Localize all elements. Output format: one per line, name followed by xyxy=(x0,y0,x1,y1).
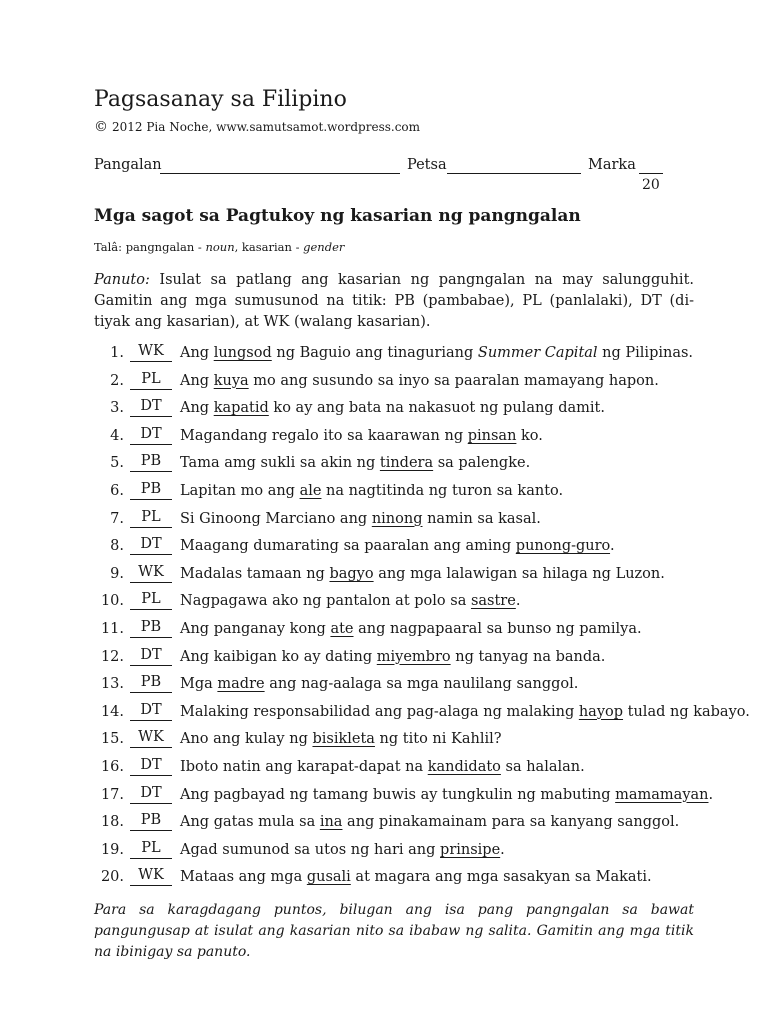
question-sentence: Mataas ang mga gusali at magara ang mga sasakyan sa Makati. xyxy=(180,869,652,886)
answer-blank[interactable]: PB xyxy=(130,618,172,638)
underlined-noun: ale xyxy=(299,482,322,499)
question-item xyxy=(94,535,694,563)
underlined-noun: kandidato xyxy=(427,758,501,775)
answer-blank[interactable]: WK xyxy=(130,342,172,362)
score-total: 20 xyxy=(642,177,660,193)
question-number: 16. xyxy=(100,758,124,775)
question-item xyxy=(94,452,694,480)
score-blank-line[interactable] xyxy=(639,173,663,174)
answer-blank[interactable]: DT xyxy=(130,756,172,776)
underlined-noun: hayop xyxy=(578,703,624,720)
note-gender: gender xyxy=(303,240,345,254)
underlined-noun: bagyo xyxy=(329,565,374,582)
instructions xyxy=(94,270,694,333)
question-number: 2. xyxy=(110,372,124,389)
question-number: 3. xyxy=(110,400,124,417)
answer-blank[interactable]: WK xyxy=(130,563,172,583)
underlined-noun: gusali xyxy=(306,869,351,886)
underlined-noun: kuya xyxy=(213,372,249,389)
question-sentence: Magandang regalo ito sa kaarawan ng pinsan ko. xyxy=(180,427,543,444)
note-prefix: Talâ: pangngalan - xyxy=(94,240,206,254)
question-item xyxy=(94,866,694,894)
question-sentence: Tama amg sukli sa akin ng tindera sa palengke. xyxy=(180,455,531,472)
question-item xyxy=(94,673,694,701)
underlined-noun: prinsipe xyxy=(440,841,501,858)
question-number: 18. xyxy=(100,814,124,831)
copyright-text: 2012 Pia Noche, www.samutsamot.wordpress.com xyxy=(112,120,421,134)
question-sentence: Agad sumunod sa utos ng hari ang prinsipe. xyxy=(180,841,505,858)
question-number: 13. xyxy=(100,676,124,693)
question-number: 15. xyxy=(100,731,124,748)
italic-phrase: Summer Capital xyxy=(477,345,598,361)
question-sentence: Madalas tamaan ng bagyo ang mga lalawigan sa hilaga ng Luzon. xyxy=(180,565,665,582)
answer-blank[interactable]: DT xyxy=(130,535,172,555)
question-sentence: Iboto natin ang karapat-dapat na kandidato sa halalan. xyxy=(180,758,585,775)
question-item xyxy=(94,480,694,508)
underlined-noun: tindera xyxy=(379,455,434,472)
answer-blank[interactable]: PL xyxy=(130,839,172,859)
answer-blank[interactable]: WK xyxy=(130,866,172,886)
question-item xyxy=(94,756,694,784)
question-sentence: Nagpagawa ako ng pantalon at polo sa sastre. xyxy=(180,593,521,610)
underlined-noun: ate xyxy=(330,620,354,637)
question-sentence: Ang pagbayad ng tamang buwis ay tungkulin ng mabuting mamamayan. xyxy=(180,786,714,803)
underlined-noun: punong-guro xyxy=(515,538,611,555)
question-number: 11. xyxy=(100,620,124,637)
question-sentence: Ang kuya mo ang susundo sa inyo sa paaralan mamayang hapon. xyxy=(180,372,659,389)
question-item xyxy=(94,342,694,370)
question-number: 14. xyxy=(100,703,124,720)
copyright-line xyxy=(94,119,694,135)
question-item xyxy=(94,646,694,674)
bonus-instructions: Para sa karagdagang puntos, bilugan ang isa pang pangngalan sa bawat pangungusap at isulat ang kasarian nito sa ibabaw ng salita. Gamitin ang mga titik na ibinigay sa panuto. xyxy=(94,901,694,960)
answer-blank[interactable]: DT xyxy=(130,646,172,666)
question-sentence: Ano ang kulay ng bisikleta ng tito ni Kahlil? xyxy=(180,731,502,748)
answer-blank[interactable]: DT xyxy=(130,784,172,804)
answer-blank[interactable]: DT xyxy=(130,701,172,721)
answer-blank[interactable]: DT xyxy=(130,397,172,417)
answer-blank[interactable]: PB xyxy=(130,452,172,472)
question-item xyxy=(94,397,694,425)
answer-blank[interactable]: PB xyxy=(130,673,172,693)
name-label: Pangalan xyxy=(94,157,162,173)
answer-blank[interactable]: PL xyxy=(130,590,172,610)
question-number: 17. xyxy=(100,786,124,803)
question-sentence: Ang kapatid ko ay ang bata na nakasuot ng pulang damit. xyxy=(180,400,605,417)
answer-blank[interactable]: PL xyxy=(130,370,172,390)
date-label: Petsa xyxy=(407,157,447,173)
question-sentence: Si Ginoong Marciano ang ninong namin sa kasal. xyxy=(180,510,541,527)
question-item xyxy=(94,728,694,756)
answer-blank[interactable]: PB xyxy=(130,480,172,500)
underlined-noun: madre xyxy=(217,676,265,693)
score-label: Marka xyxy=(588,157,636,173)
answer-blank[interactable]: PL xyxy=(130,508,172,528)
question-number: 9. xyxy=(110,565,124,582)
answer-blank[interactable]: DT xyxy=(130,425,172,445)
question-number: 1. xyxy=(110,345,124,361)
question-number: 10. xyxy=(100,593,124,610)
question-item xyxy=(94,839,694,867)
question-sentence: Ang panganay kong ate ang nagpapaaral sa bunso ng pamilya. xyxy=(180,620,642,637)
answer-blank[interactable]: WK xyxy=(130,728,172,748)
section-title: Mga sagot sa Pagtukoy ng kasarian ng pangngalan xyxy=(94,206,581,226)
question-item xyxy=(94,508,694,536)
question-sentence: Ang gatas mula sa ina ang pinakamainam para sa kanyang sanggol. xyxy=(180,814,680,831)
instructions-label: Panuto: xyxy=(94,272,150,288)
date-blank-line[interactable] xyxy=(447,173,581,174)
question-item xyxy=(94,701,750,729)
instructions-text: Isulat sa patlang ang kasarian ng pangngalan na may salungguhit. Gamitin ang mga sumusunod na titik: PB (pambabae), PL (panlalaki), DT (di-tiyak ang kasarian), at WK (walang kasarian). xyxy=(94,272,694,330)
note-middle: , kasarian - xyxy=(234,240,304,254)
question-number: 4. xyxy=(110,427,124,444)
page-title: Pagsasanay sa Filipino xyxy=(94,87,347,112)
question-sentence: Ang kaibigan ko ay dating miyembro ng tanyag na banda. xyxy=(180,648,606,665)
underlined-noun: ina xyxy=(319,814,343,831)
worksheet-page xyxy=(94,86,750,963)
question-number: 12. xyxy=(100,648,124,665)
question-sentence: Malaking responsabilidad ang pag-alaga ng malaking hayop tulad ng kabayo. xyxy=(180,703,750,720)
question-item xyxy=(94,370,694,398)
question-item xyxy=(94,784,714,812)
underlined-noun: kapatid xyxy=(213,400,269,417)
question-sentence: Lapitan mo ang ale na nagtitinda ng turon sa kanto. xyxy=(180,482,564,499)
underlined-noun: sastre xyxy=(470,593,516,610)
question-sentence: Maagang dumarating sa paaralan ang aming punong-guro. xyxy=(180,538,615,555)
note-noun: noun xyxy=(205,240,235,254)
question-sentence: Mga madre ang nag-aalaga sa mga naulilang sanggol. xyxy=(180,676,579,693)
question-list xyxy=(94,342,750,894)
question-item xyxy=(94,590,694,618)
underlined-noun: lungsod xyxy=(213,345,272,361)
question-item xyxy=(94,811,694,839)
underlined-noun: bisikleta xyxy=(312,731,375,748)
name-blank-line[interactable] xyxy=(160,173,400,174)
underlined-noun: ninong xyxy=(371,510,423,527)
copyright-icon: © xyxy=(94,119,108,135)
question-number: 6. xyxy=(110,482,124,499)
underlined-noun: mamamayan xyxy=(615,786,709,803)
answer-blank[interactable]: PB xyxy=(130,811,172,831)
underlined-noun: pinsan xyxy=(467,427,517,444)
question-number: 5. xyxy=(110,455,124,472)
question-item xyxy=(94,618,694,646)
question-number: 19. xyxy=(100,841,124,858)
question-sentence: Ang lungsod ng Baguio ang tinaguriang Summer Capital ng Pilipinas. xyxy=(180,345,694,361)
question-item xyxy=(94,425,694,453)
note-line xyxy=(94,239,694,255)
question-number: 7. xyxy=(110,510,124,527)
question-number: 20. xyxy=(100,869,124,886)
question-number: 8. xyxy=(110,538,124,555)
student-info-fields xyxy=(94,153,694,193)
question-item xyxy=(94,563,694,591)
underlined-noun: miyembro xyxy=(376,648,451,665)
